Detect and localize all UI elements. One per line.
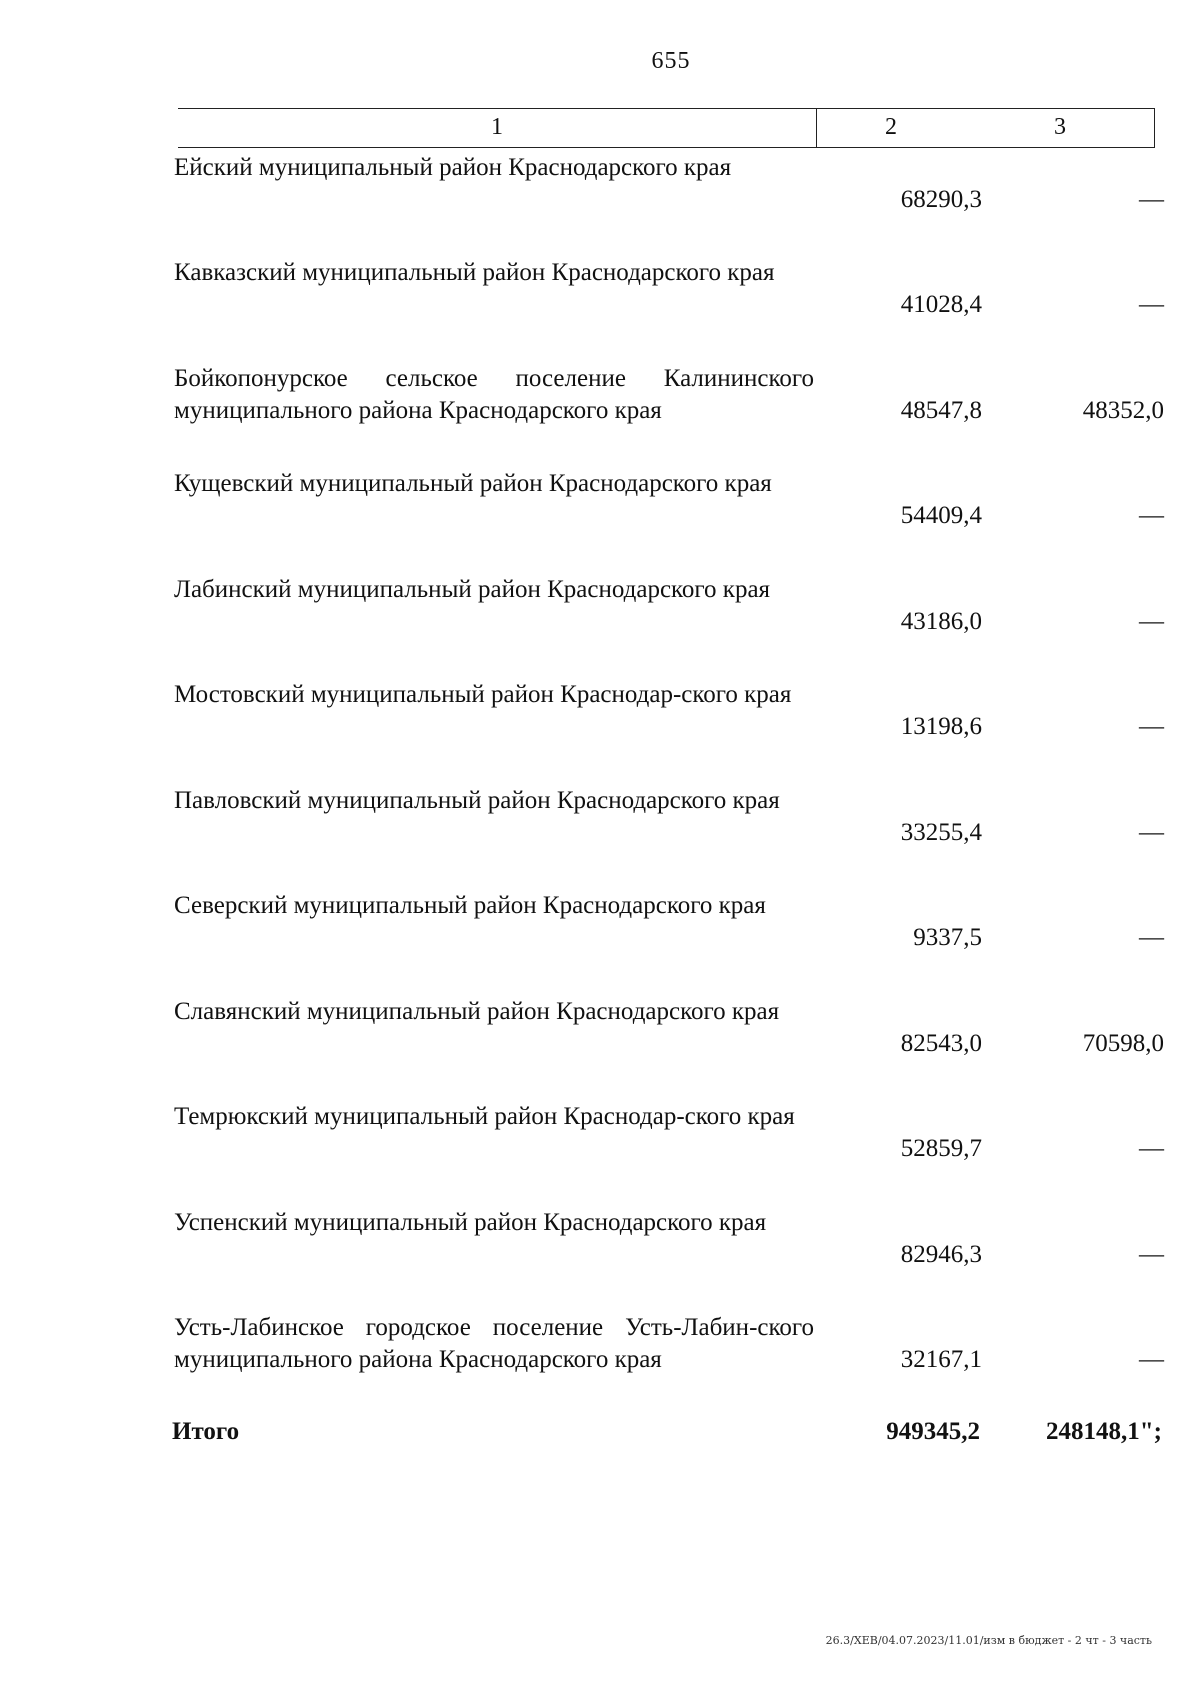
row-value-col2: 54409,4 — [900, 502, 982, 529]
table-row — [174, 257, 1164, 347]
table-row — [174, 1207, 1164, 1297]
row-value-col3: 48352,0 — [1082, 397, 1164, 424]
table-row — [174, 152, 1164, 242]
row-value-col3: 70598,0 — [1082, 1030, 1164, 1057]
row-value-col2: 33255,4 — [900, 819, 982, 846]
row-value-col2: 48547,8 — [900, 397, 982, 424]
row-value-col3: — — [1139, 819, 1164, 846]
table-row — [174, 679, 1164, 769]
table-row — [174, 785, 1164, 875]
total-value-col2: 949345,2 — [886, 1418, 980, 1445]
row-value-col2: 9337,5 — [913, 924, 982, 951]
row-value-col3: — — [1139, 291, 1164, 318]
total-row — [172, 1418, 1162, 1458]
row-name: Темрюкский муниципальный район Краснодар-ского края — [174, 1103, 795, 1130]
header-col-1: 1 — [491, 114, 503, 140]
header-top-rule — [178, 108, 1154, 109]
table-row — [174, 574, 1164, 664]
total-value-col3: 248148,1"; — [1046, 1418, 1162, 1445]
header-col-3: 3 — [1054, 114, 1066, 140]
row-value-col2: 82543,0 — [900, 1030, 982, 1057]
table-header — [178, 108, 1154, 148]
table-row — [174, 1312, 1164, 1402]
table-row — [174, 363, 1164, 453]
row-value-col2: 43186,0 — [900, 608, 982, 635]
row-value-col3: — — [1139, 186, 1164, 213]
table-row — [174, 890, 1164, 980]
row-name: Ейский муниципальный район Краснодарского края — [174, 154, 732, 181]
header-divider-right — [1154, 108, 1155, 148]
row-value-col2: 68290,3 — [900, 186, 982, 213]
row-name: Кущевский муниципальный район Краснодарского края — [174, 470, 772, 497]
table-row — [174, 1101, 1164, 1191]
row-value-col3: — — [1139, 713, 1164, 740]
row-name: Славянский муниципальный район Краснодарского края — [174, 998, 780, 1025]
row-value-col3: — — [1139, 608, 1164, 635]
row-value-col2: 41028,4 — [900, 291, 982, 318]
header-col-2: 2 — [885, 114, 897, 140]
row-value-col3: — — [1139, 1346, 1164, 1373]
row-name: Усть-Лабинское городское поселение Усть-Лабин-ского муниципального района Краснодарского края — [174, 1314, 814, 1373]
header-bottom-rule — [178, 147, 1154, 148]
row-name: Павловский муниципальный район Краснодарского края — [174, 787, 780, 814]
row-name: Кавказский муниципальный район Краснодарского края — [174, 259, 775, 286]
row-value-col3: — — [1139, 1241, 1164, 1268]
row-value-col2: 82946,3 — [900, 1241, 982, 1268]
row-name: Лабинский муниципальный район Краснодарского края — [174, 576, 771, 603]
row-name: Бойкопонурское сельское поселение Калининского муниципального района Краснодарского края — [174, 365, 814, 424]
table-row — [174, 996, 1164, 1086]
total-label: Итого — [172, 1418, 240, 1445]
row-value-col3: — — [1139, 924, 1164, 951]
row-name: Успенский муниципальный район Краснодарского края — [174, 1209, 767, 1236]
document-footer-code: 26.3/ХЕВ/04.07.2023/11.01/изм в бюджет - 2 чт - 3 часть — [825, 1634, 1152, 1647]
row-value-col2: 32167,1 — [900, 1346, 982, 1373]
table-row — [174, 468, 1164, 558]
row-value-col3: — — [1139, 1135, 1164, 1162]
row-value-col2: 52859,7 — [900, 1135, 982, 1162]
page-number: 655 — [651, 48, 691, 74]
row-value-col3: — — [1139, 502, 1164, 529]
row-name: Мостовский муниципальный район Краснодар-ского края — [174, 681, 792, 708]
row-value-col2: 13198,6 — [900, 713, 982, 740]
row-name: Северский муниципальный район Краснодарского края — [174, 892, 766, 919]
